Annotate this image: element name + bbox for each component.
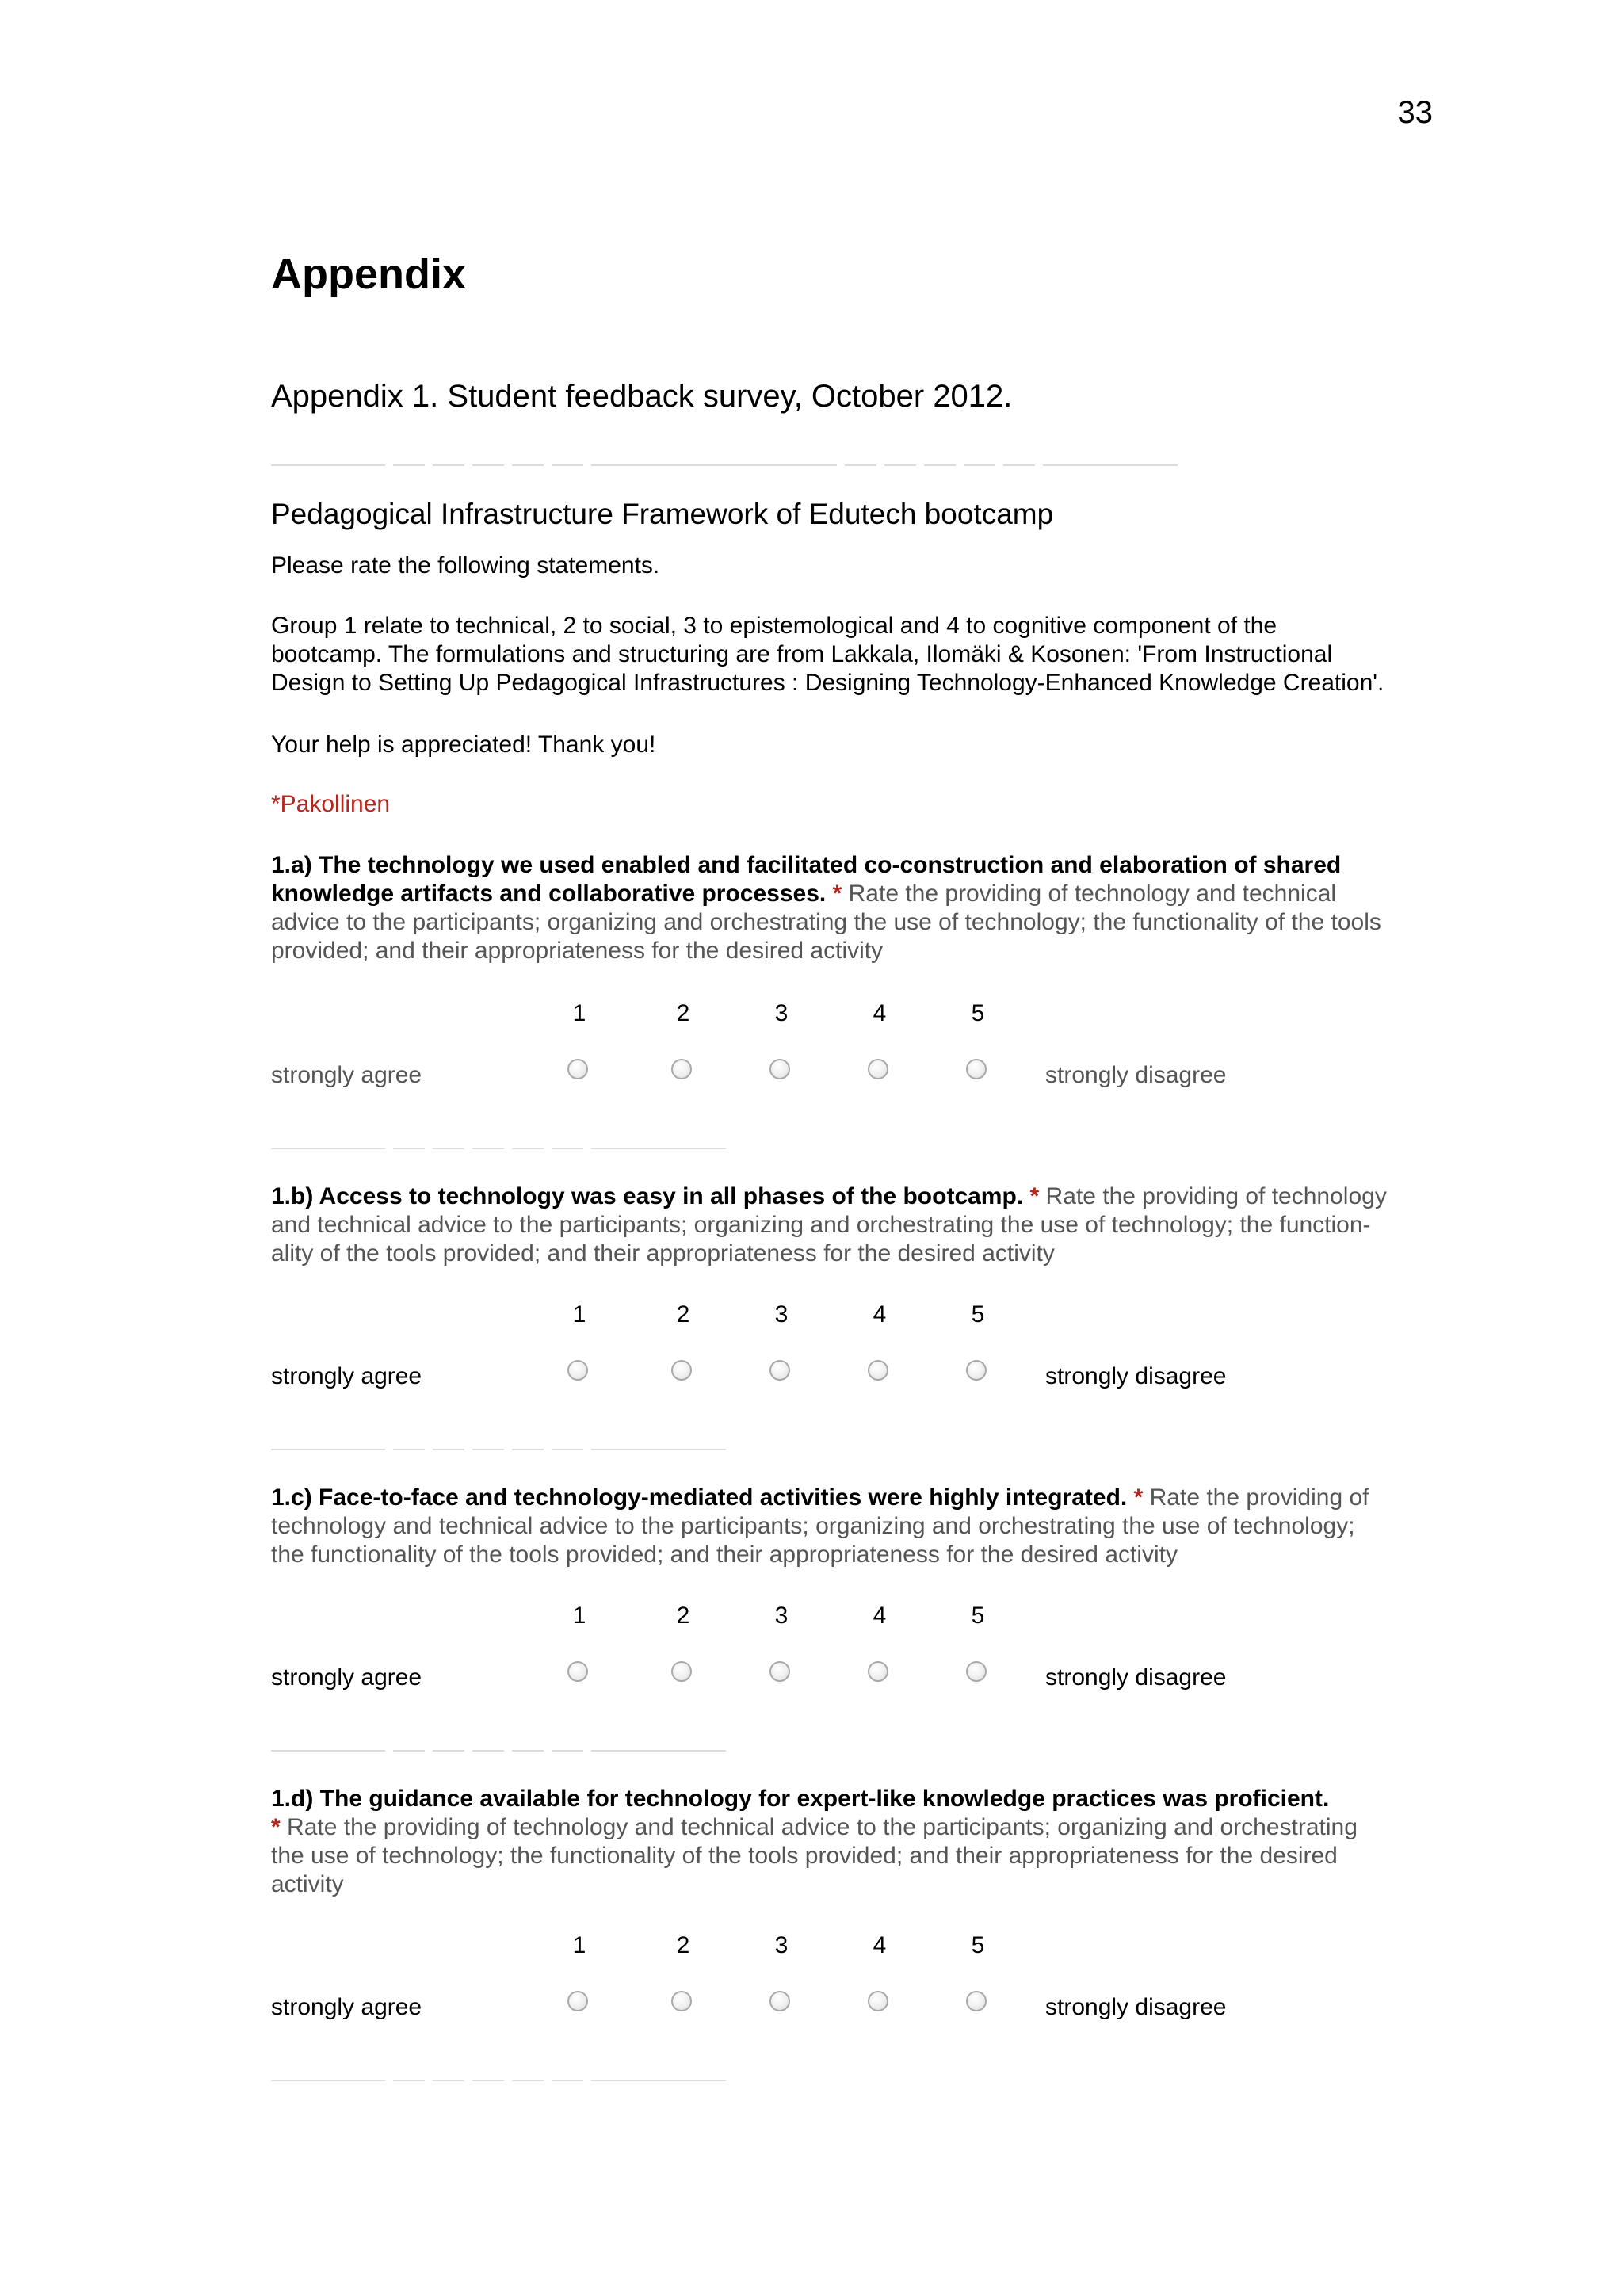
scale-number: 2 bbox=[676, 1603, 690, 1629]
radio-option-3[interactable] bbox=[769, 1991, 790, 2011]
scale-number: 3 bbox=[774, 1932, 789, 1958]
scale-number: 4 bbox=[873, 1932, 887, 1958]
separator bbox=[271, 1148, 726, 1150]
question-help: provided; and their appropriateness for the desired activity bbox=[271, 938, 884, 964]
rating-scale-1a bbox=[271, 1000, 1436, 1087]
question-title: 1.a) The technology we used enabled and facilitated co-construction and elaboration of shared bbox=[271, 852, 1342, 878]
scale-left-label: strongly agree bbox=[271, 1994, 422, 2020]
question-1c bbox=[271, 1484, 1436, 1569]
question-help: technology and technical advice to the participants; organizing and orchestrating the use of technology; bbox=[271, 1513, 1355, 1539]
question-help: the functionality of the tools provided; and their appropriateness for the desired activity bbox=[271, 1541, 1178, 1568]
question-help: and technical advice to the participants; organizing and orchestrating the use of technology; the function- bbox=[271, 1212, 1371, 1238]
rating-scale-1d bbox=[271, 1932, 1436, 2019]
appendix-subheading: Appendix 1. Student feedback survey, October 2012. bbox=[271, 379, 1013, 414]
scale-left-label: strongly agree bbox=[271, 1363, 422, 1389]
radio-option-1[interactable] bbox=[567, 1059, 588, 1079]
question-1b bbox=[271, 1182, 1436, 1268]
scale-number: 3 bbox=[774, 1603, 789, 1629]
radio-option-1[interactable] bbox=[567, 1991, 588, 2011]
question-help: ality of the tools provided; and their appropriateness for the desired activity bbox=[271, 1240, 1055, 1266]
radio-option-4[interactable] bbox=[868, 1661, 888, 1682]
scale-number: 5 bbox=[971, 1932, 985, 1958]
separator bbox=[271, 1750, 726, 1752]
scale-number: 4 bbox=[873, 1603, 887, 1629]
page-heading: Appendix bbox=[271, 250, 467, 298]
scale-number: 4 bbox=[873, 1301, 887, 1328]
question-help: Rate the providing of technology and technical bbox=[848, 881, 1337, 907]
scale-number: 1 bbox=[572, 1932, 586, 1958]
scale-right-label: strongly disagree bbox=[1045, 1664, 1227, 1690]
scale-number: 2 bbox=[676, 1000, 690, 1026]
radio-option-4[interactable] bbox=[868, 1991, 888, 2011]
question-help: the use of technology; the functionality of the tools provided; and their appropriateness for the desired bbox=[271, 1843, 1338, 1869]
scale-number: 1 bbox=[572, 1603, 586, 1629]
scale-number: 5 bbox=[971, 1603, 985, 1629]
required-asterisk: * bbox=[832, 881, 842, 907]
question-title: 1.b) Access to technology was easy in all phases of the bootcamp. bbox=[271, 1183, 1024, 1209]
scale-number: 5 bbox=[971, 1000, 985, 1026]
radio-option-4[interactable] bbox=[868, 1059, 888, 1079]
separator bbox=[271, 464, 1178, 467]
form-description-line: bootcamp. The formulations and structuring are from Lakkala, Ilomäki & Kosonen: 'From Instructional bbox=[271, 641, 1333, 667]
required-note: *Pakollinen bbox=[271, 791, 391, 817]
question-help: advice to the participants; organizing and orchestrating the use of technology; the functionality of the tools bbox=[271, 909, 1381, 935]
radio-option-5[interactable] bbox=[966, 1661, 987, 1682]
question-help: Rate the providing of bbox=[1149, 1484, 1369, 1511]
radio-option-2[interactable] bbox=[671, 1059, 692, 1079]
question-title: 1.c) Face-to-face and technology-mediated activities were highly integrated. bbox=[271, 1484, 1128, 1511]
form-description bbox=[271, 612, 1436, 697]
scale-number: 1 bbox=[572, 1000, 586, 1026]
question-help: Rate the providing of technology and technical advice to the participants; organizing and orchestrating bbox=[287, 1814, 1358, 1840]
required-asterisk: * bbox=[1029, 1183, 1040, 1209]
question-1d bbox=[271, 1785, 1436, 1899]
radio-option-2[interactable] bbox=[671, 1360, 692, 1381]
scale-number: 1 bbox=[572, 1301, 586, 1328]
form-description-line: Group 1 relate to technical, 2 to social, 3 to epistemological and 4 to cognitive component of the bbox=[271, 613, 1277, 639]
radio-option-1[interactable] bbox=[567, 1661, 588, 1682]
scale-left-label: strongly agree bbox=[271, 1664, 422, 1690]
scale-right-label: strongly disagree bbox=[1045, 1062, 1227, 1088]
scale-number: 4 bbox=[873, 1000, 887, 1026]
form-title: Pedagogical Infrastructure Framework of Edutech bootcamp bbox=[271, 498, 1054, 530]
radio-option-4[interactable] bbox=[868, 1360, 888, 1381]
radio-option-5[interactable] bbox=[966, 1059, 987, 1079]
question-help: activity bbox=[271, 1871, 344, 1897]
scale-number: 2 bbox=[676, 1301, 690, 1328]
radio-option-2[interactable] bbox=[671, 1661, 692, 1682]
question-1a bbox=[271, 851, 1436, 965]
radio-option-3[interactable] bbox=[769, 1360, 790, 1381]
question-title: 1.d) The guidance available for technology for expert-like knowledge practices was proficient. bbox=[271, 1786, 1330, 1812]
scale-right-label: strongly disagree bbox=[1045, 1994, 1227, 2020]
radio-option-2[interactable] bbox=[671, 1991, 692, 2011]
form-description-line: Design to Setting Up Pedagogical Infrastructures : Designing Technology-Enhanced Knowledge Creation'. bbox=[271, 670, 1384, 696]
page-number: 33 bbox=[1397, 95, 1433, 130]
radio-option-5[interactable] bbox=[966, 1360, 987, 1381]
separator bbox=[271, 1449, 726, 1451]
required-asterisk: * bbox=[271, 1814, 281, 1840]
rating-scale-1b bbox=[271, 1301, 1436, 1389]
scale-number: 5 bbox=[971, 1301, 985, 1328]
form-thanks: Your help is appreciated! Thank you! bbox=[271, 732, 656, 758]
scale-number: 2 bbox=[676, 1932, 690, 1958]
radio-option-1[interactable] bbox=[567, 1360, 588, 1381]
rating-scale-1c bbox=[271, 1603, 1436, 1690]
form-intro: Please rate the following statements. bbox=[271, 552, 660, 579]
question-help: Rate the providing of technology bbox=[1045, 1183, 1387, 1209]
question-title: knowledge artifacts and collaborative processes. bbox=[271, 881, 827, 907]
radio-option-3[interactable] bbox=[769, 1661, 790, 1682]
radio-option-5[interactable] bbox=[966, 1991, 987, 2011]
radio-option-3[interactable] bbox=[769, 1059, 790, 1079]
scale-right-label: strongly disagree bbox=[1045, 1363, 1227, 1389]
required-asterisk: * bbox=[1133, 1484, 1144, 1511]
separator bbox=[271, 2080, 726, 2082]
scale-number: 3 bbox=[774, 1301, 789, 1328]
scale-number: 3 bbox=[774, 1000, 789, 1026]
scale-left-label: strongly agree bbox=[271, 1062, 422, 1088]
